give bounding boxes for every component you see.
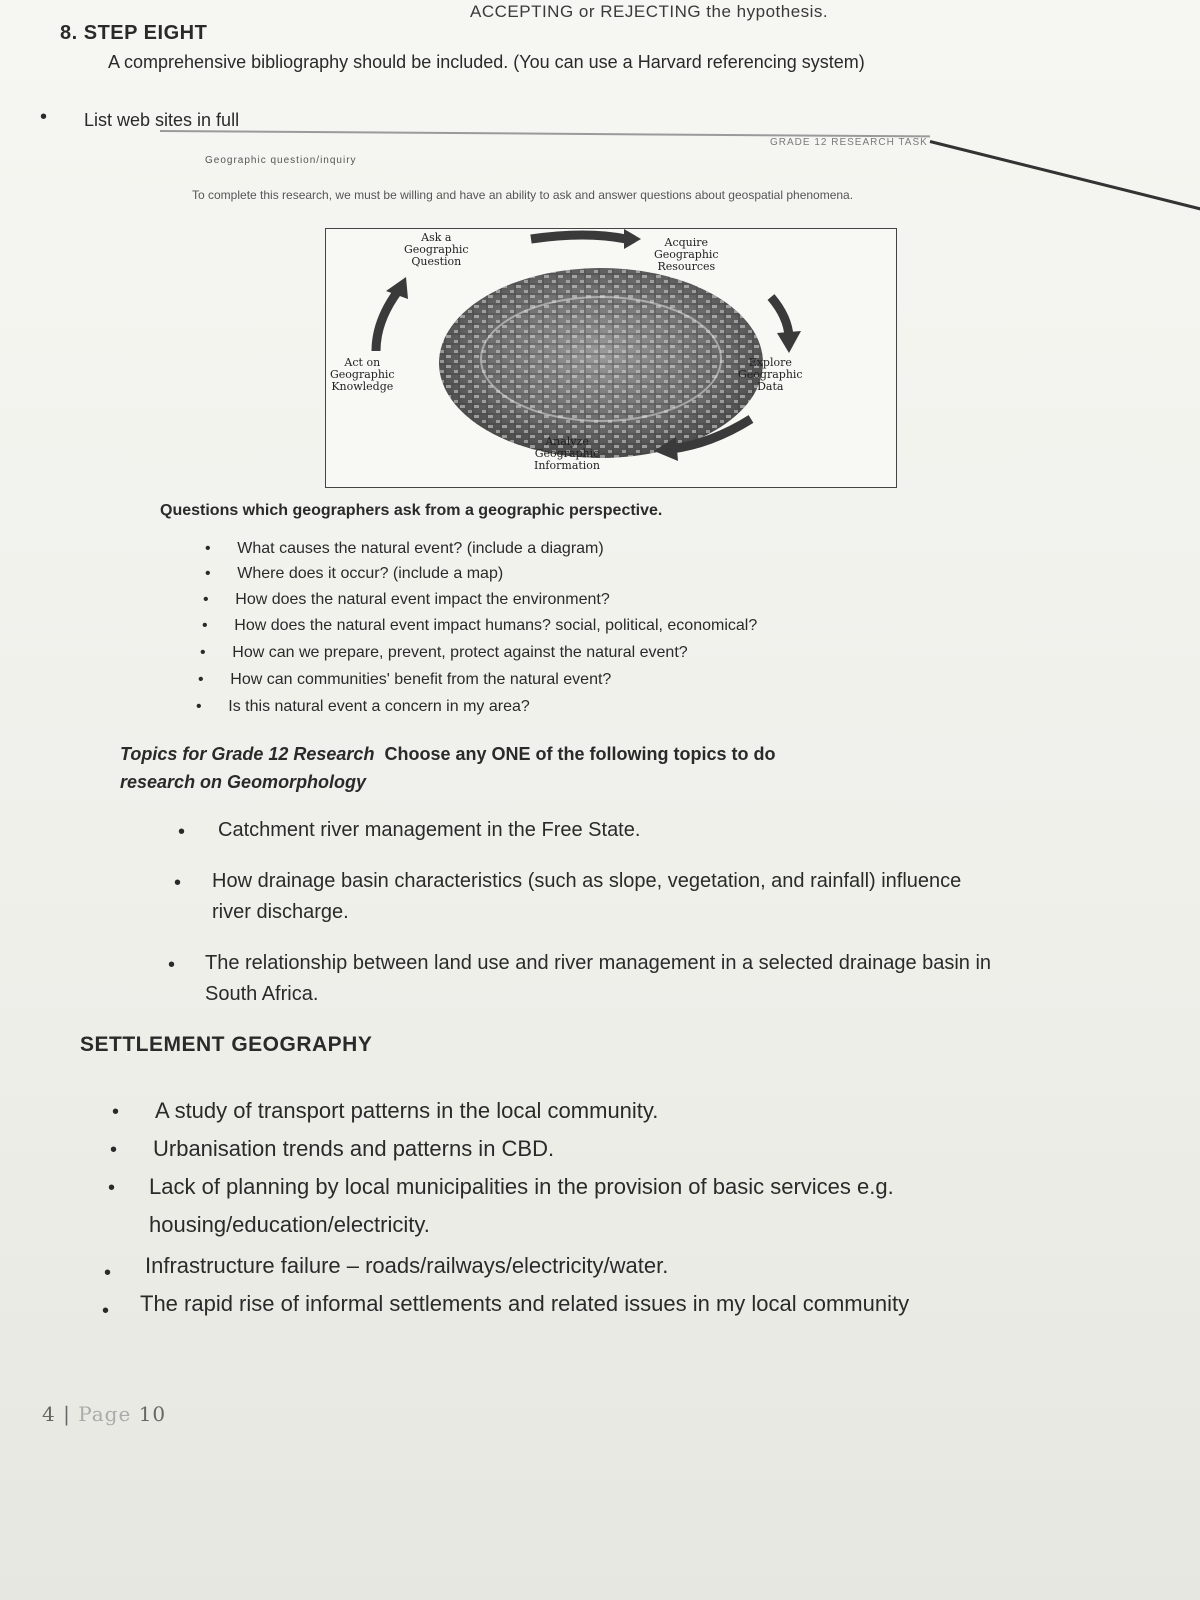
perspective-heading: Questions which geographers ask from a geographic perspective. [160, 502, 663, 519]
settlement-topic: Urbanisation trends and patterns in CBD. [153, 1136, 555, 1161]
list-item: • Where does it occur? (include a map) [205, 565, 504, 582]
list-item: • Is this natural event a concern in my area? [196, 698, 530, 715]
step-heading: 8. STEP EIGHT [60, 22, 208, 44]
bullet-icon: • [40, 106, 48, 128]
settlement-topic: Infrastructure failure – roads/railways/electricity/water. [145, 1253, 669, 1278]
pasted-grade-note: GRADE 12 RESEARCH TASK [770, 137, 928, 148]
arrow-ask-to-acquire [531, 235, 626, 239]
pasted-subheading: Geographic question/inquiry [205, 155, 357, 166]
pasted-intro: To complete this research, we must be willing and have an ability to ask and answer questions about geospatial phenomena. [192, 188, 854, 202]
arrow-ask-to-acquire-head [624, 229, 641, 249]
pasted-section-corner-edge [930, 140, 1200, 211]
geomorphology-topic: Catchment river management in the Free State. [218, 819, 641, 841]
arrow-acquire-to-explore [771, 297, 789, 337]
label-act-knowledge: Act on Geographic Knowledge [330, 356, 395, 393]
geographic-inquiry-cycle-diagram [325, 228, 897, 488]
web-sites-instruction: List web sites in full [84, 110, 240, 130]
bullet-icon: • [196, 698, 229, 715]
settlement-topic: The rapid rise of informal settlements and related issues in my local community [140, 1291, 910, 1316]
bibliography-instruction: A comprehensive bibliography should be included. (You can use a Harvard referencing system) [108, 52, 865, 72]
geomorphology-topic: The relationship between land use and river management in a selected drainage basin in South Africa. [205, 952, 992, 1005]
page-footer: 4 | Page 10 [42, 1402, 167, 1426]
header-fragment: ACCEPTING or REJECTING the hypothesis. [470, 2, 829, 21]
bullet-icon: • [198, 671, 231, 688]
topics-heading: Topics for Grade 12 Research Choose any ONE of the following topics to do research on Geomorphology [120, 744, 776, 792]
bullet-icon: • [104, 1262, 112, 1284]
settlement-topic: Lack of planning by local municipalities in the provision of basic services e.g. housing/education/electricity. [149, 1174, 894, 1237]
bullet-icon: • [168, 954, 176, 976]
label-ask-question: Ask a Geographic Question [404, 231, 469, 268]
arrow-act-to-ask [376, 291, 398, 351]
settlement-heading: SETTLEMENT GEOGRAPHY [80, 1033, 373, 1056]
label-analyze-information: Analyze Geographic Information [534, 435, 601, 472]
settlement-topic: A study of transport patterns in the local community. [155, 1098, 659, 1123]
label-explore-data: Explore Geographic Data [738, 356, 803, 393]
arrow-acquire-to-explore-head [777, 331, 801, 353]
list-item: • How can communities' benefit from the natural event? [198, 671, 612, 688]
bullet-icon: • [200, 644, 233, 661]
bullet-icon: • [174, 872, 182, 894]
bullet-icon: • [205, 565, 238, 582]
label-acquire-resources: Acquire Geographic Resources [654, 236, 719, 273]
bullet-icon: • [112, 1101, 120, 1123]
list-item: • How does the natural event impact the environment? [203, 591, 610, 608]
bullet-icon: • [205, 540, 238, 557]
bullet-icon: • [203, 591, 236, 608]
bullet-icon: • [108, 1177, 116, 1199]
bullet-icon: • [102, 1300, 110, 1322]
bullet-icon: • [202, 617, 235, 634]
list-item: • How can we prepare, prevent, protect against the natural event? [200, 644, 688, 661]
list-item: • What causes the natural event? (include a diagram) [205, 540, 604, 557]
geomorphology-topic: How drainage basin characteristics (such as slope, vegetation, and rainfall) influence river discharge. [212, 870, 962, 923]
list-item: • How does the natural event impact humans? social, political, economical? [202, 617, 758, 634]
bullet-icon: • [110, 1139, 118, 1161]
bullet-icon: • [178, 821, 186, 843]
